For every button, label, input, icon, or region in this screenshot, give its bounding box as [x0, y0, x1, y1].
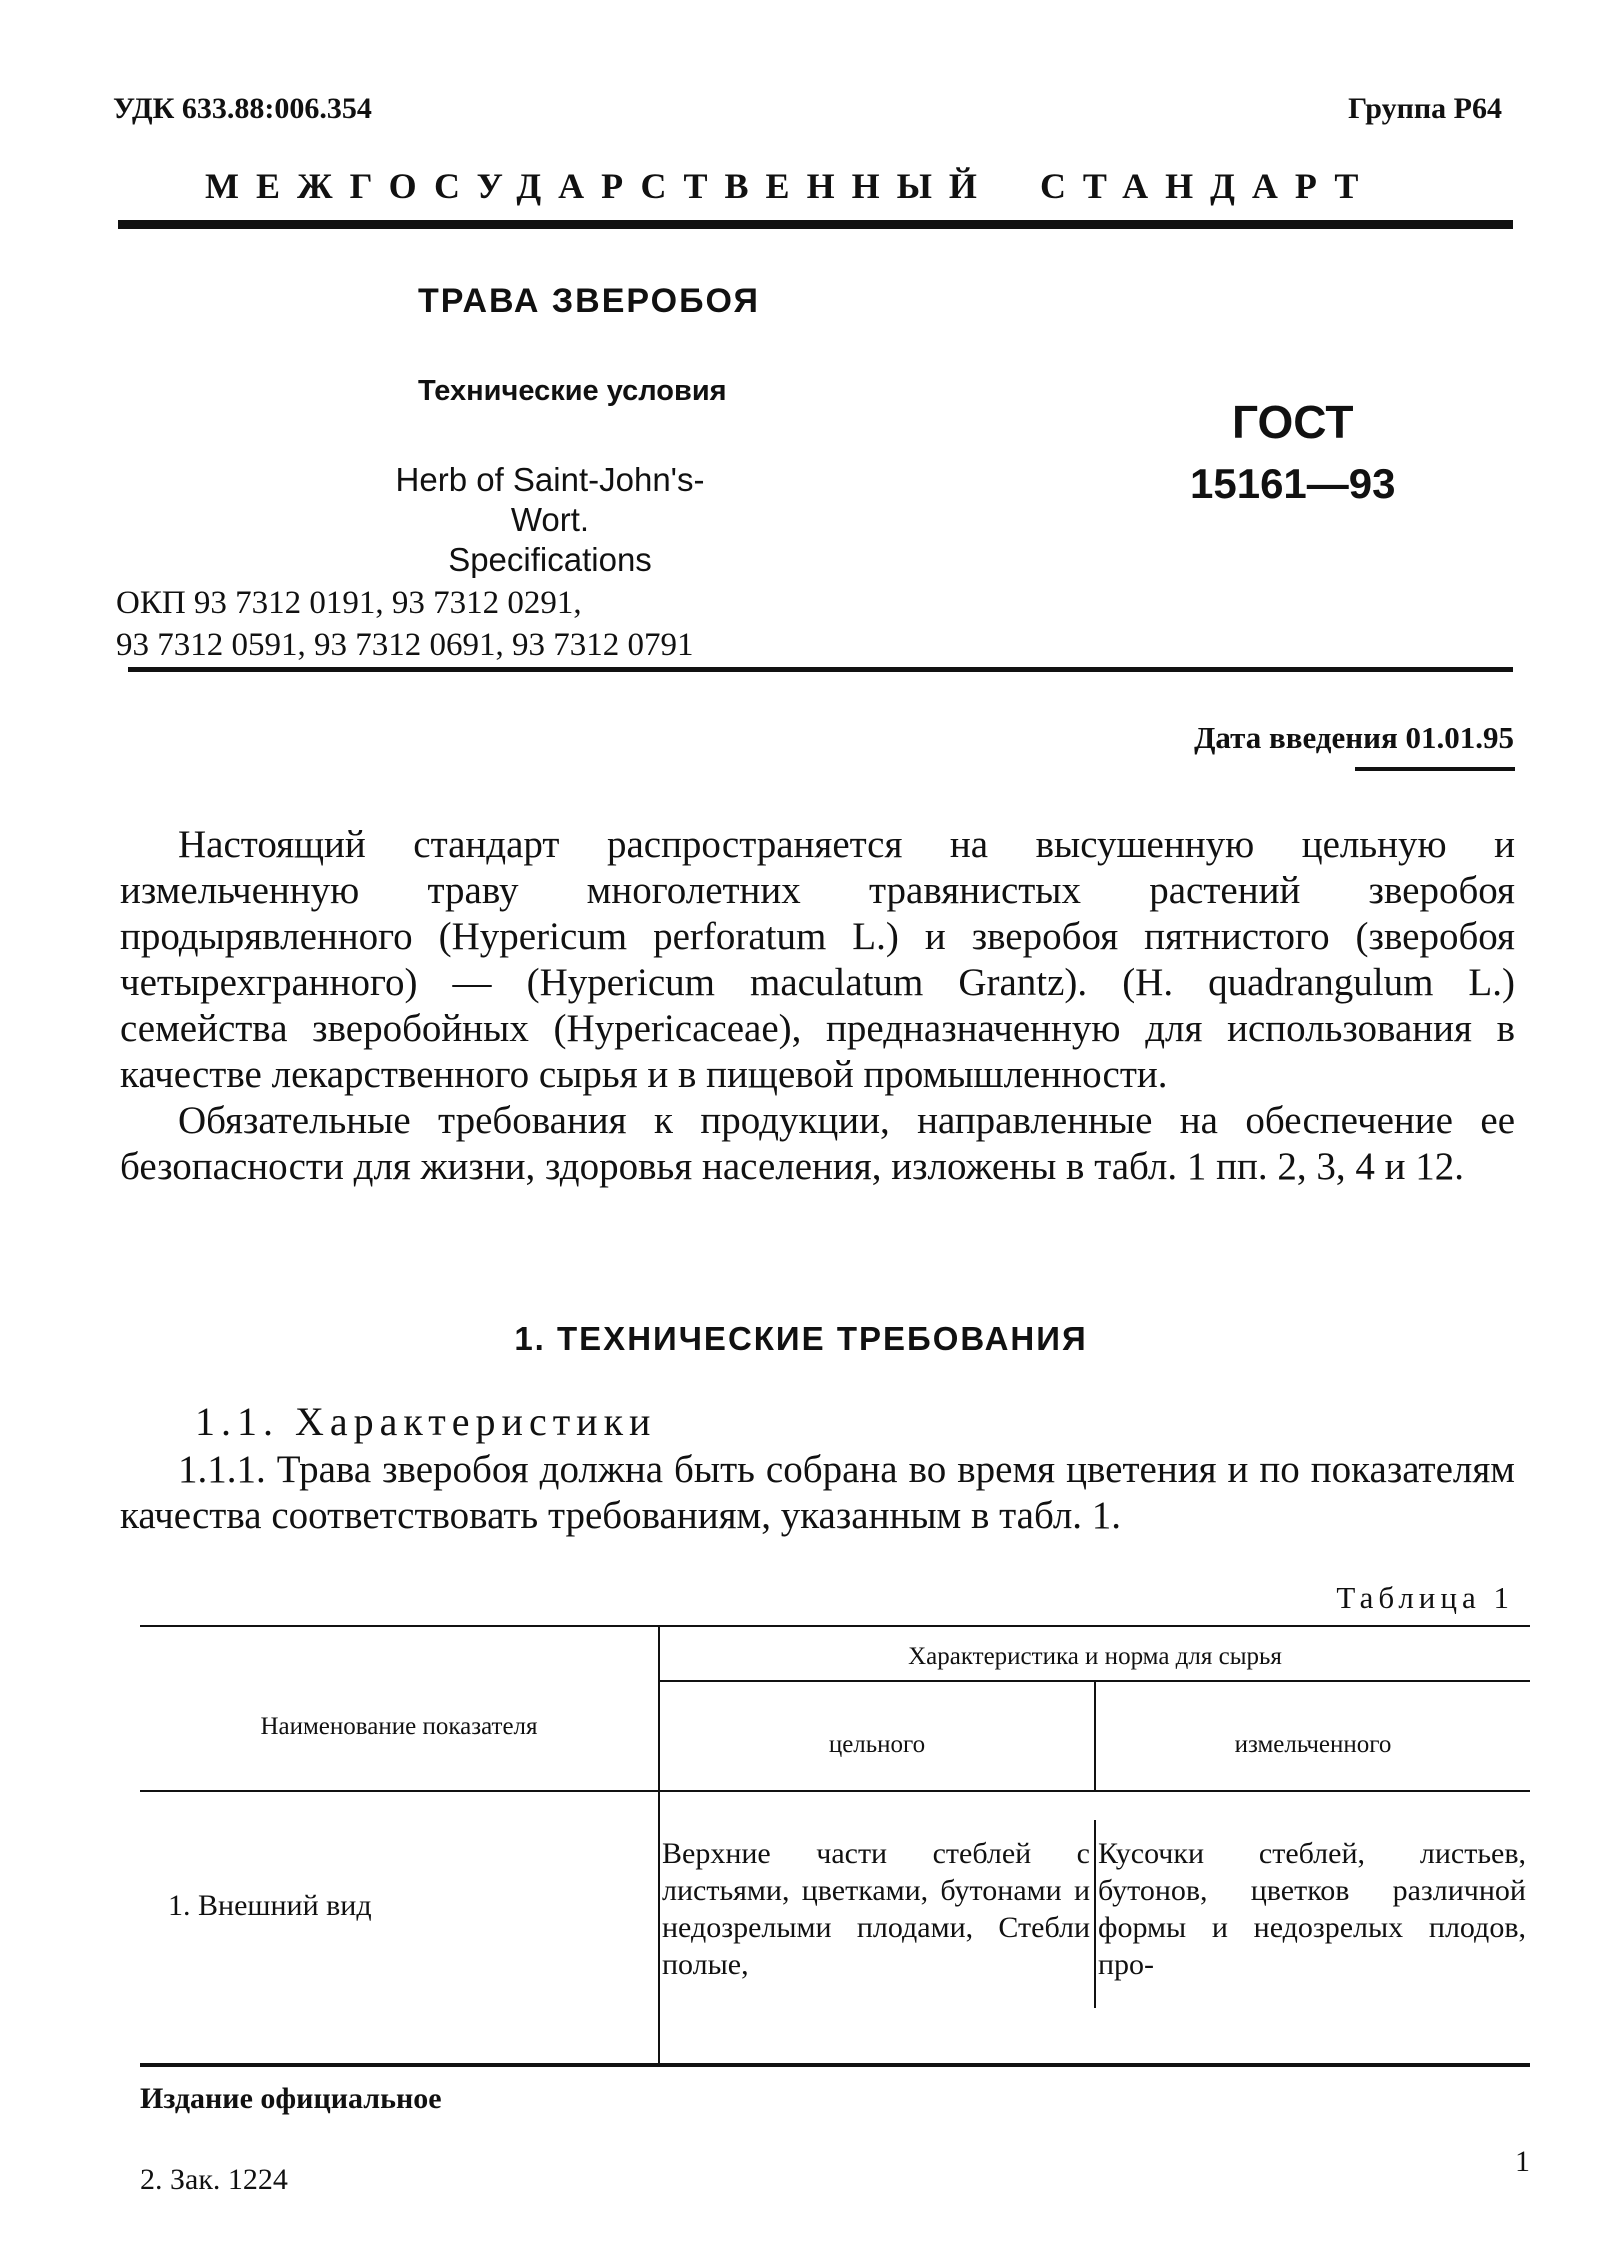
- section-heading: 1. ТЕХНИЧЕСКИЕ ТРЕБОВАНИЯ: [514, 1320, 1088, 1357]
- standard-banner: [205, 165, 1430, 207]
- row-indicator-appearance: 1. Внешний вид: [168, 1889, 372, 1922]
- table-caption: Таблица 1: [1336, 1580, 1514, 1615]
- table-header-rule: [140, 1790, 1530, 1792]
- okp-rule: [128, 667, 1513, 672]
- subsection-heading: 1.1. Характеристики: [195, 1399, 657, 1444]
- banner-word-standard: СТАНДАРТ: [1039, 166, 1376, 206]
- page-number: 1: [1515, 2145, 1530, 2178]
- table-bottom-rule: [140, 2063, 1530, 2067]
- english-title-line2: Specifications: [448, 541, 652, 578]
- section-text: [120, 1447, 1515, 1539]
- document-subtitle: Технические условия: [418, 375, 727, 407]
- table-group-rule: [660, 1680, 1530, 1682]
- table-1: [140, 1625, 1530, 2065]
- document-title: ТРАВА ЗВЕРОБОЯ: [418, 282, 760, 320]
- row-crushed-appearance: Кусочки стеблей, листьев, бутонов, цветков различной формы и недозрелых плодов, про-: [1098, 1837, 1526, 1981]
- okp-line1: ОКП 93 7312 0191, 93 7312 0291,: [116, 585, 582, 621]
- header-characteristic-group: Характеристика и норма для сырья: [908, 1643, 1282, 1670]
- okp-line2: 93 7312 0591, 93 7312 0691, 93 7312 0791: [116, 627, 694, 663]
- okp-codes: [116, 582, 694, 666]
- table-top-rule: [140, 1625, 1530, 1627]
- header-whole: цельного: [828, 1731, 926, 1758]
- gost-label: ГОСТ: [1232, 396, 1354, 448]
- effective-date: Дата введения 01.01.95: [1194, 720, 1514, 755]
- header-indicator-name: Наименование показателя: [260, 1713, 538, 1740]
- udk-code: УДК 633.88:006.354: [113, 92, 372, 125]
- header-crushed: измельченного: [1234, 1731, 1392, 1758]
- intro-text: [120, 822, 1515, 1190]
- english-title-line1: Herb of Saint-John's-Wort.: [395, 461, 705, 538]
- top-rule: [118, 220, 1513, 229]
- group-code: Группа Р64: [1348, 92, 1502, 125]
- english-title: [375, 460, 725, 580]
- banner-word-interstate: МЕЖГОСУДАРСТВЕННЫЙ: [205, 166, 994, 206]
- section-paragraph: 1.1.1. Трава зверобоя должна быть собрана во время цветения и по показателям качества соответствовать требованиям, указанным в табл. 1.: [120, 1448, 1515, 1537]
- order-number: 2. Зак. 1224: [140, 2163, 288, 2196]
- table-divider-body: [1094, 1820, 1096, 2008]
- gost-number: 15161—93: [1190, 460, 1396, 507]
- row-whole-appearance: Верхние части стеблей с листьями, цветками, бутонами и недозрелыми плодами, Стебли полые,: [662, 1837, 1090, 1981]
- intro-paragraph-requirements: Обязательные требования к продукции, направленные на обеспечение ее безопасности для жизни, здоровья населения, изложены в табл. 1 пп. 2, 3, 4 и 12.: [120, 1099, 1515, 1188]
- official-edition: Издание официальное: [140, 2082, 442, 2115]
- table-divider-name: [658, 1627, 660, 2067]
- date-underline: [1355, 767, 1515, 771]
- intro-paragraph-scope: Настоящий стандарт распространяется на высушенную цельную и измельченную траву многолетних травянистых растений зверобоя продырявленного (Hypericum perforatum L.) и зверобоя пятнистого (зверобоя четырехгранного) — (Hypericum maculatum Grantz). (H. quadrangulum L.) семейства зверобойных (Hypericaceae), предназначенную для использования в качестве лекарственного сырья и в пищевой промышленности.: [120, 823, 1515, 1096]
